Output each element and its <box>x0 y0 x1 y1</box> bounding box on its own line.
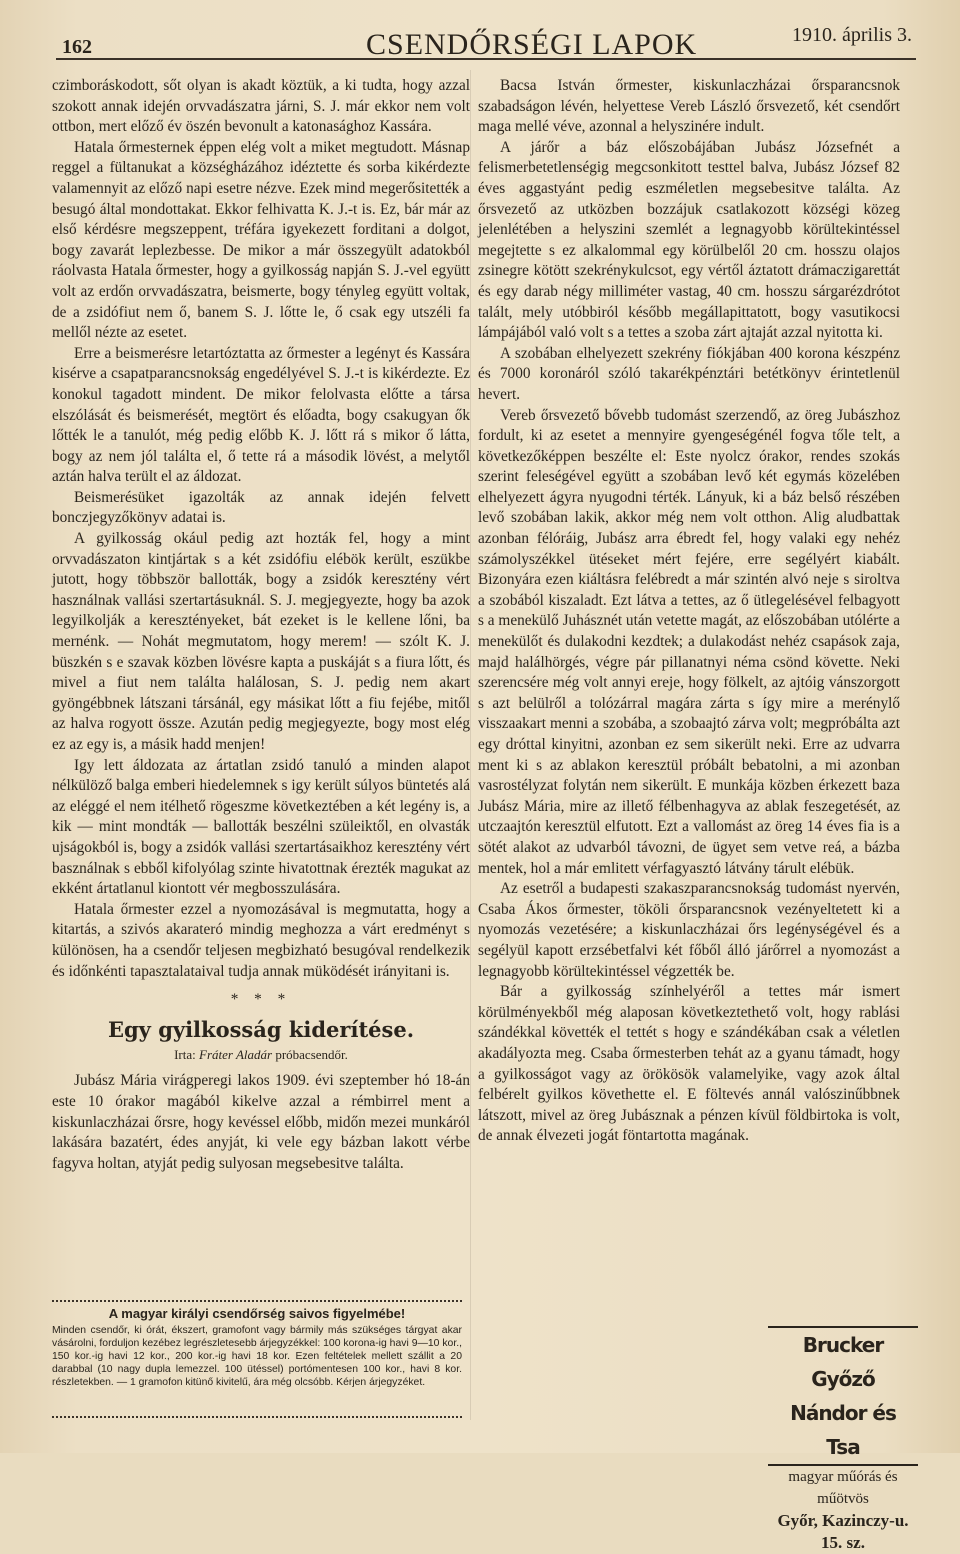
advertisement-text: Minden csendőr, ki órát, ékszert, gramofont vagy bármily más szükséges tárgyat akar vásárolni, forduljon kezébez legrészletesebb árjegyzékkel: 100 korona-ig havi 9—10 kor., 150 kor.-ig havi 12 kor., 200 kor.-ig havi 18 kor. Ezen feltételek mellett szállit a 20 darabbal (10 nagy dupla lemezzel. 100 ütéssel) portómentesen 100 kor., havi 8 kor. részletekben. — 1 gramofon kitünő kivitelű, ára még olcsóbb. Kérjen árjegyzéket. <box>52 1325 462 1388</box>
story-title: Egy gyilkosság kiderítése. <box>107 1016 415 1042</box>
article-paragraph: Hatala őrmester ezzel a nyomozásával is megmutatta, hogy a kitartás, a szivós akarateró mindig meghozza a várt eredményt s különösen, ha a csendőr teljesen megbizható besugóval rendelkezik és időnkénti tapasztalataival tudja annak müködését irányitani is. <box>52 900 470 980</box>
advertisement-brand: Brucker Győző Nándor és Tsa <box>768 1326 918 1466</box>
story-paragraph: Jubász Mária virágperegi lakos 1909. évi szeptember hó 18-án este 10 órakor magából kikelve azzal a rémbirrel ment a kiskunlaczházai őrsre, hogy kevéssel előbb, midőn mezei munkáról lakására bazatért, édes anyját, ki vele egy bázban lakott vérbe fagyva holtan, atyját pedig sulyosan megsebesitve találta. <box>52 1072 470 1172</box>
byline-rank: próbacsendőr. <box>275 1046 348 1062</box>
column-divider <box>470 70 471 1420</box>
byline-prefix: Irta: <box>174 1046 196 1062</box>
masthead-title: CSENDŐRSÉGI LAPOK <box>366 28 698 61</box>
article-paragraph: Hatala őrmesternek éppen elég volt a miket megtudott. Másnap reggel a fültanukat a községházához idéztette és sorba kikérdezte valamennyit az előző napi esetre nézve. Ezek mind megerősitették a besugó által mondottakat. Ekkor felhivatta K. J.-t is. Ez, bár már az első kérdésre megszeppent, tréfára igyekezett forditani a dolgot, bogy zavarát leplezbesse. De mikor a már összegyült adatokból ráolvasta Hatala őrmester, hogy a gyilkosság napján S. J.-vel együtt volt az erdőn orvvadászatra, beismerte, bogy tényleg együtt voltak, de a zsidófiut nem ő, banem S. J. lőtte le, ő csak egy utszéli fa mellől nézte az esetet. <box>52 138 470 342</box>
advertisement-address: Győr, Kazinczy-u. 15. sz. <box>777 1511 909 1552</box>
story-paragraph: Az esetről a budapesti szakaszparancsnokság tudomást nyervén, Csaba Ákos őrmester, tököli őrsparancsnok vezényeltetett ki a nyomozás vezetésére; a kiskunlaczházai őrs legénységével és a segélyül kapott erzsébetfalvi két főből álló járőrrel a nyomozást a legnagyobb körültekintéssel végzették be. <box>478 880 900 980</box>
page-header <box>56 14 916 60</box>
story-paragraph: Vereb őrsvezető bővebb tudomást szerzendő, az öreg Jubászhoz fordult, ki az esetet a mennyire gyengeségénél fogva tőle telt, a következőképpen beszélte el: Este nyolcz órakor, rendes szokás szerint feleségével együtt a szobában levő két egymás közelében elhelyezett ágyra nyugodni térték. Lányuk, ki a báz belső részében levő szobában lakik, akkor még nem volt otthon. Alig aludbattak azonban félóráig, Jubász arra ébredt fel, hogy valaki egy nehéz számolyszékkel ütéseket mért fejére, erre segélyért kiabált. Bizonyára ezen kiáltásra felébredt a már szintén alvó neje s siroltva a szobából kiszaladt. Ezt látva a tettes, az ő ütlegelésével felbagyott s a menekülő Juhásznét után vetette magát, az előszobában utólérte a menekülőt és dulakodni kezdtek; a dulakodást nehéz csapások zaja, majd halálhörgés, végre pár pillanatnyi néma csönd követte. Neki szerencsére még volt annyi ereje, hogy fölkelt, az ajtóig vánszorgott s azt belülről a tolózárral magára zárta s így mire a merénylő visszaakart menni a szobába, a szobaajtó zárva volt; megpróbálta azt egy dróttal kinyitni, azonban ez sem sikerült neki. Erre az udvarra ment ki s az ablakon keresztül próbált bebatolni, a mi azonban vasrostélyzat folytán nem sikerült. E munkája közben érkezett baza Jubász Mária, mire az illető félbenhagyva az ablak feszegetését, az utczaajtón keresztül elfutott. Ezt a vallomást az öreg 14 éves fia is a sötét alakot az udvarból távozni, de ügyet sem vetve reá, a bázba mentek, hol a már emlitett vérfagyasztó látvány tárult elébük. <box>478 406 900 877</box>
story-paragraph: Bacsa István őrmester, kiskunlaczházai őrsparancsnok szabadságon lévén, helyettese Vereb László őrsvezető, két csendőrt maga mellé véve, azonnal a helyszinére indult. <box>478 77 900 136</box>
gramophone-advertisement <box>52 1300 462 1418</box>
page-number: 162 <box>62 36 92 58</box>
right-column <box>478 76 900 1147</box>
jeweller-advertisement <box>768 1326 918 1552</box>
advertisement-title: A magyar királyi csendőrség saivos figyelmébe! <box>108 1306 406 1321</box>
byline <box>52 1045 470 1066</box>
article-paragraph: Beismerésüket igazolták az annak idején felvett bonczjegyzőkönyv adatai is. <box>52 488 470 527</box>
article-paragraph: Erre a beismerésre letartóztatta az őrmester a legényt és Kassára kisérve a csapatparancsnokság engedélyével S. J.-t is kikérdezte. Ez konokul tagadott mindent. De mikor felolvasta előtte a társa elszólását és beismerését, megtört és előadta, bogy csakugyan ők lőtték le a tanulót, még pedig előbb K. J. lőtt rá s mikor ő látta, bogy az nem jól találta el, ő tette rá a második lövést, a melytől aztán halva terült el az áldozat. <box>52 344 470 486</box>
issue-date: 1910. április 3. <box>792 24 912 46</box>
story-paragraph: A járőr a báz előszobájában Jubász Józsefnét a felismerbetetlenségig megcsonkitott testtel balva, Jubász József 82 éves aggastyánt pedig eszméletlen megsebesitve találta. Az őrsvezető az utközben bozzájuk csatlakozott községi közeg jelenlétében a helyszini szemlét a legnagyobb körültekintéssel megejtette s ez alkalommal egy körülbelől 20 cm. hosszu olajos zsinegre kötött szekrénykulcsot, egy vértől áztatott drámaczigarettát és egy darab négy milliméter vastag, 40 cm. hosszu sárgarézdrótot talált, mely utóbbiról később megállapittatott, bogy vasutikocsi lámpájából való volt s a tettes a szoba zárt ajtaját azzal nyitotta ki. <box>478 138 900 342</box>
article-paragraph: A gyilkosság okául pedig azt hozták fel, hogy a mint orvvadászaton kintjártak s a két zsidófiu elébök került, eszükbe jutott, hogy többször ballották, bogy a zsidók keresztény vért használnak vallási szertartásuknál. S. J. megjegyezte, hogy ba azok legyilkolják a keresztényeket, bát ezeket is le kellene lőni, ba mernénk. — Nohát megmutatom, hogy merem! — szólt K. J. büszkén s e szavak közben lövésre kapta a puskáját s a fiura lőtt, és mivel a fiut nem találta halálosan, S. J. pedig nem akart gyöngébbnek látszani társánál, egy másikat lőtt a fiu fejébe, mitől az halva rogyott össze. Azután pedig megjegyezte, bogy most elég ez az egy is, a másik hadd menjen! <box>52 530 470 753</box>
story-paragraph: A szobában elhelyezett szekrény fiókjában 400 korona készpénz és 7000 koronáról szóló takarékpénztári betétkönyv érintetlenül hevert. <box>478 344 900 403</box>
left-column <box>52 76 470 1174</box>
article-paragraph: czimboráskodott, sőt olyan is akadt köztük, a ki tudta, hogy azzal szokott annak idején orvvadászatra járni, S. J. már ekkor nem volt ottbon, mert előző év öszén bevonult a katonasághoz Kassára. <box>52 77 470 136</box>
advertisement-trade: magyar műórás és műötvös <box>788 1469 898 1507</box>
article-paragraph: Igy lett áldozata az ártatlan zsidó tanuló a minden alapot nélkülöző balga emberi hiedelemnek s igy került súlyos büntetés alá az eléggé el nem itélhető rögeszme következtében a két legény is, a kik — mint mondták — ballották beszélni szüleiktől, en olvasták ujságokból is, bogy a zsidók vallási szertartásaikhoz keresztény vért basználnak s ebből kifolyólag szinte hivatottnak érezték magukat az ekként ártatlanul kiontott vér megbosszulására. <box>52 756 470 898</box>
story-paragraph: Bár a gyilkosság színhelyéről a tettes már ismert körülményekből még alaposan következtethető volt, hogy rablási szándékkal követték el tettét s hogy e szándékában csak a véletlen akadályozta meg. Csaba őrmesterben tehát az a gyanu támadt, hogy a gyilkosságot vagy az örökösök valamelyike, vagy azok által felbérelt gyilkos követhette el. E föltevés annál valószinűbbnek látszott, mivel az öreg Jubásznak a pénzen kívül földbirtoka is volt, de annak élvezeti jogát föntartotta magának. <box>478 983 900 1145</box>
byline-author: Fráter Aladár <box>199 1046 273 1062</box>
section-separator: * * * <box>230 991 292 1009</box>
